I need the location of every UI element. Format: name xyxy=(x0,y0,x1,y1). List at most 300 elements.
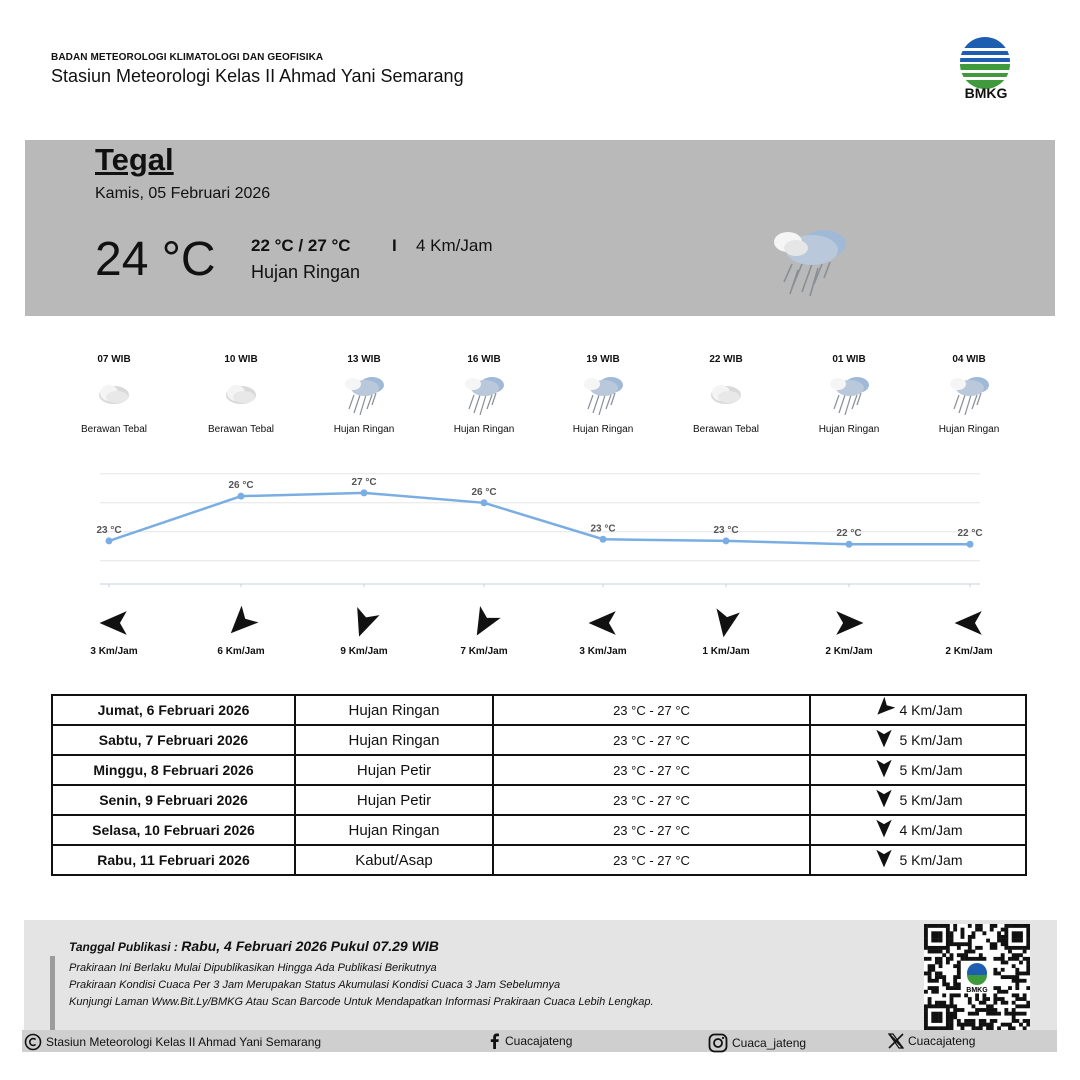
qr-module xyxy=(1012,1001,1016,1005)
qr-module xyxy=(924,1023,928,1027)
qr-module xyxy=(1019,1012,1023,1016)
qr-module xyxy=(968,946,972,950)
hourly-wind-item xyxy=(794,606,904,657)
qr-module xyxy=(1026,957,1030,961)
qr-module xyxy=(979,946,983,950)
qr-module xyxy=(939,931,943,935)
qr-module xyxy=(924,942,928,946)
qr-module xyxy=(1004,931,1008,935)
qr-module xyxy=(1026,939,1030,943)
qr-module xyxy=(957,1008,961,1012)
qr-module xyxy=(972,950,976,954)
qr-module xyxy=(1019,972,1023,976)
qr-module xyxy=(1015,935,1019,939)
hourly-time: 04 WIB xyxy=(952,354,986,365)
hourly-item xyxy=(309,354,419,435)
qr-module xyxy=(1019,1023,1023,1027)
qr-module xyxy=(1001,935,1005,939)
daily-temperature: 23 °C - 27 °C xyxy=(493,785,810,815)
qr-module xyxy=(935,1004,939,1008)
qr-module xyxy=(939,939,943,943)
qr-module xyxy=(946,957,950,961)
qr-module xyxy=(957,986,961,990)
qr-module xyxy=(993,997,997,1001)
qr-module xyxy=(968,1012,972,1016)
qr-module xyxy=(982,997,986,1001)
hourly-condition: Hujan Ringan xyxy=(572,424,634,435)
qr-module xyxy=(939,964,943,968)
qr-module xyxy=(950,939,954,943)
qr-module xyxy=(993,972,997,976)
qr-module xyxy=(1008,986,1012,990)
qr-module xyxy=(928,1001,932,1005)
wind-direction-arrow-icon xyxy=(873,787,895,812)
qr-module xyxy=(997,931,1001,935)
temperature-chart xyxy=(95,462,985,587)
cloud-rain-icon xyxy=(581,373,625,419)
qr-module xyxy=(935,990,939,994)
qr-module xyxy=(950,953,954,957)
qr-module xyxy=(993,942,997,946)
qr-module xyxy=(961,1008,965,1012)
qr-module xyxy=(957,975,961,979)
qr-module xyxy=(1015,1004,1019,1008)
qr-module xyxy=(1015,957,1019,961)
qr-module xyxy=(990,1012,994,1016)
qr-module xyxy=(1004,946,1008,950)
qr-module xyxy=(953,1012,957,1016)
qr-module xyxy=(939,1015,943,1019)
qr-module xyxy=(953,986,957,990)
qr-module xyxy=(982,993,986,997)
qr-module xyxy=(1001,990,1005,994)
qr-module xyxy=(1026,928,1030,932)
qr-module xyxy=(975,1012,979,1016)
qr-module xyxy=(946,986,950,990)
qr-module xyxy=(1015,997,1019,1001)
daily-wind-cell xyxy=(810,845,1026,875)
qr-module xyxy=(1001,942,1005,946)
qr-module xyxy=(997,972,1001,976)
hourly-condition: Berawan Tebal xyxy=(693,424,759,435)
wind-direction-arrow-icon xyxy=(186,606,296,645)
qr-module xyxy=(1015,968,1019,972)
hourly-wind-item xyxy=(429,606,539,657)
qr-code[interactable] xyxy=(924,924,1030,1030)
qr-module xyxy=(968,924,972,928)
qr-module xyxy=(982,1019,986,1023)
temperature-point[interactable] xyxy=(106,537,113,544)
qr-module xyxy=(935,1001,939,1005)
qr-module xyxy=(1004,942,1008,946)
qr-module xyxy=(1012,953,1016,957)
wind-direction-arrow-icon xyxy=(429,606,539,645)
qr-module xyxy=(957,982,961,986)
copyright-icon xyxy=(24,1033,42,1051)
hourly-wind-speed: 2 Km/Jam xyxy=(825,646,873,657)
qr-module xyxy=(953,964,957,968)
qr-module xyxy=(1012,939,1016,943)
qr-module xyxy=(982,1023,986,1027)
qr-module xyxy=(950,935,954,939)
hourly-wind-speed: 9 Km/Jam xyxy=(340,646,388,657)
hourly-time: 07 WIB xyxy=(97,354,131,365)
qr-module xyxy=(1023,924,1027,928)
qr-module xyxy=(1019,939,1023,943)
qr-module xyxy=(1004,1023,1008,1027)
qr-module xyxy=(931,931,935,935)
daily-condition: Kabut/Asap xyxy=(295,845,493,875)
qr-module xyxy=(928,946,932,950)
temperature-point[interactable] xyxy=(600,536,607,543)
daily-wind-cell xyxy=(810,785,1026,815)
qr-module xyxy=(924,990,928,994)
qr-module xyxy=(1012,957,1016,961)
hourly-wind-speed: 7 Km/Jam xyxy=(460,646,508,657)
qr-module xyxy=(942,946,946,950)
temperature-point[interactable] xyxy=(967,541,974,548)
hourly-condition: Berawan Tebal xyxy=(208,424,274,435)
qr-module xyxy=(957,972,961,976)
qr-module xyxy=(993,1001,997,1005)
qr-module xyxy=(1026,1023,1030,1027)
qr-module xyxy=(1023,946,1027,950)
daily-condition: Hujan Petir xyxy=(295,785,493,815)
qr-module xyxy=(972,1023,976,1027)
qr-module xyxy=(1015,972,1019,976)
instagram-icon xyxy=(708,1033,728,1053)
qr-module xyxy=(986,1012,990,1016)
qr-module xyxy=(986,997,990,1001)
qr-module xyxy=(1015,975,1019,979)
facebook-handle: Cuacajateng xyxy=(505,1034,573,1048)
qr-module xyxy=(935,950,939,954)
qr-module xyxy=(950,993,954,997)
qr-module xyxy=(1023,950,1027,954)
qr-module xyxy=(975,957,979,961)
qr-module xyxy=(1015,953,1019,957)
qr-module xyxy=(1023,979,1027,983)
daily-temperature: 23 °C - 27 °C xyxy=(493,725,810,755)
wind-direction-arrow-icon xyxy=(548,606,658,645)
qr-module xyxy=(942,1004,946,1008)
qr-module xyxy=(935,946,939,950)
qr-module xyxy=(1019,931,1023,935)
qr-module xyxy=(957,993,961,997)
qr-module xyxy=(964,957,968,961)
daily-condition: Hujan Ringan xyxy=(295,815,493,845)
daily-row xyxy=(52,725,1026,755)
qr-module xyxy=(953,993,957,997)
hourly-condition: Hujan Ringan xyxy=(938,424,1000,435)
qr-module xyxy=(1012,935,1016,939)
hourly-wind-speed: 3 Km/Jam xyxy=(579,646,627,657)
qr-module xyxy=(1026,1004,1030,1008)
daily-condition: Hujan Ringan xyxy=(295,695,493,725)
instagram-link[interactable] xyxy=(708,1033,806,1053)
qr-module xyxy=(931,986,935,990)
temperature-point[interactable] xyxy=(361,489,368,496)
qr-module xyxy=(946,1004,950,1008)
daily-row xyxy=(52,755,1026,785)
qr-module xyxy=(982,1008,986,1012)
wind-direction-arrow-icon xyxy=(309,606,419,645)
qr-module xyxy=(924,924,928,928)
qr-module xyxy=(1026,972,1030,976)
qr-module xyxy=(1015,986,1019,990)
daily-date: Selasa, 10 Februari 2026 xyxy=(52,815,295,845)
temperature-point[interactable] xyxy=(481,499,488,506)
qr-module xyxy=(928,957,932,961)
hourly-time: 10 WIB xyxy=(224,354,258,365)
qr-module xyxy=(935,1019,939,1023)
qr-module xyxy=(946,942,950,946)
daily-date: Senin, 9 Februari 2026 xyxy=(52,785,295,815)
qr-module xyxy=(990,1019,994,1023)
qr-module xyxy=(993,993,997,997)
current-temperature: 24 °C xyxy=(95,233,216,286)
wind-direction-arrow-icon xyxy=(794,606,904,645)
qr-module xyxy=(946,924,950,928)
x-link[interactable] xyxy=(888,1033,975,1049)
qr-module xyxy=(964,1019,968,1023)
qr-module xyxy=(993,957,997,961)
qr-module xyxy=(1008,957,1012,961)
qr-module xyxy=(968,942,972,946)
note-2: Prakiraan Kondisi Cuaca Per 3 Jam Merupakan Status Akumulasi Kondisi Cuaca 3 Jam Sebelumnya xyxy=(69,979,561,991)
qr-module xyxy=(979,928,983,932)
publication-date xyxy=(69,938,439,954)
temperature-point-label: 22 °C xyxy=(836,528,862,540)
temperature-point[interactable] xyxy=(723,537,730,544)
daily-row xyxy=(52,815,1026,845)
qr-module xyxy=(1019,997,1023,1001)
wind-direction-arrow-icon xyxy=(873,817,895,842)
daily-date: Minggu, 8 Februari 2026 xyxy=(52,755,295,785)
wind-direction-arrow-icon xyxy=(873,697,895,722)
qr-module xyxy=(928,975,932,979)
qr-module xyxy=(990,942,994,946)
qr-module xyxy=(950,931,954,935)
qr-module xyxy=(972,935,976,939)
qr-module xyxy=(931,1015,935,1019)
temperature-point-label: 23 °C xyxy=(590,523,616,535)
qr-module xyxy=(990,1004,994,1008)
qr-module xyxy=(968,1023,972,1027)
qr-module xyxy=(924,1012,928,1016)
daily-wind-speed: 5 Km/Jam xyxy=(899,761,963,778)
bmkg-logo xyxy=(955,34,1017,107)
qr-module xyxy=(939,1019,943,1023)
qr-module xyxy=(1026,935,1030,939)
qr-module xyxy=(1001,961,1005,965)
qr-module xyxy=(939,1012,943,1016)
hourly-wind-item xyxy=(548,606,658,657)
social-bar xyxy=(22,1030,1057,1052)
qr-module xyxy=(946,1012,950,1016)
qr-module xyxy=(924,1015,928,1019)
qr-module xyxy=(1008,1012,1012,1016)
hourly-item xyxy=(59,354,169,435)
qr-module xyxy=(975,924,979,928)
daily-wind-cell xyxy=(810,725,1026,755)
qr-module xyxy=(993,924,997,928)
temperature-point-label: 26 °C xyxy=(471,486,497,498)
qr-module xyxy=(1015,939,1019,943)
qr-module xyxy=(1015,982,1019,986)
hourly-condition: Hujan Ringan xyxy=(453,424,515,435)
qr-module xyxy=(997,986,1001,990)
qr-module xyxy=(1015,993,1019,997)
qr-module xyxy=(953,1008,957,1012)
temperature-point[interactable] xyxy=(238,493,245,500)
qr-module xyxy=(957,1019,961,1023)
qr-module xyxy=(1001,953,1005,957)
daily-condition: Hujan Ringan xyxy=(295,725,493,755)
temperature-point-label: 23 °C xyxy=(96,524,122,536)
qr-module xyxy=(982,931,986,935)
qr-module xyxy=(1001,928,1005,932)
qr-module xyxy=(993,1019,997,1023)
qr-module xyxy=(986,1004,990,1008)
hourly-time: 19 WIB xyxy=(586,354,620,365)
qr-module xyxy=(939,957,943,961)
qr-module xyxy=(953,979,957,983)
qr-module xyxy=(950,1012,954,1016)
qr-module xyxy=(924,935,928,939)
qr-module xyxy=(1015,924,1019,928)
hourly-wind-item xyxy=(186,606,296,657)
qr-module xyxy=(939,972,943,976)
qr-module xyxy=(935,1012,939,1016)
note-1: Prakiraan Ini Berlaku Mulai Dipublikasikan Hingga Ada Publikasi Berikutnya xyxy=(69,962,437,974)
daily-wind-speed: 4 Km/Jam xyxy=(899,821,963,838)
qr-module xyxy=(1008,975,1012,979)
qr-module xyxy=(964,993,968,997)
qr-module xyxy=(953,928,957,932)
qr-module xyxy=(928,986,932,990)
cloud-icon xyxy=(92,373,136,419)
station-name: Stasiun Meteorologi Kelas II Ahmad Yani Semarang xyxy=(51,66,464,86)
qr-module xyxy=(1019,935,1023,939)
x-icon xyxy=(888,1033,904,1049)
qr-module xyxy=(1023,1012,1027,1016)
qr-module xyxy=(1008,946,1012,950)
daily-row xyxy=(52,845,1026,875)
qr-module xyxy=(924,931,928,935)
qr-module xyxy=(1001,1023,1005,1027)
qr-module xyxy=(1004,935,1008,939)
qr-module xyxy=(1026,986,1030,990)
qr-module xyxy=(993,1008,997,1012)
qr-module xyxy=(924,1019,928,1023)
qr-module xyxy=(1012,964,1016,968)
hourly-item xyxy=(794,354,904,435)
qr-module xyxy=(997,935,1001,939)
qr-module xyxy=(979,1001,983,1005)
wind-direction-arrow-icon xyxy=(873,727,895,752)
qr-module xyxy=(1012,1015,1016,1019)
qr-module xyxy=(1023,1019,1027,1023)
qr-module xyxy=(1001,997,1005,1001)
daily-condition: Hujan Petir xyxy=(295,755,493,785)
qr-module xyxy=(931,950,935,954)
daily-temperature: 23 °C - 27 °C xyxy=(493,755,810,785)
qr-module xyxy=(1026,1001,1030,1005)
qr-module xyxy=(931,979,935,983)
qr-module xyxy=(946,946,950,950)
qr-module xyxy=(935,972,939,976)
qr-module xyxy=(1015,1019,1019,1023)
cloud-rain-icon xyxy=(462,373,506,419)
hourly-wind-speed: 6 Km/Jam xyxy=(217,646,265,657)
qr-module xyxy=(939,1004,943,1008)
facebook-link[interactable] xyxy=(489,1033,572,1049)
qr-module xyxy=(942,975,946,979)
current-date: Kamis, 05 Februari 2026 xyxy=(95,185,271,202)
qr-module xyxy=(979,1023,983,1027)
qr-module xyxy=(1004,990,1008,994)
daily-row xyxy=(52,695,1026,725)
publication-label: Tanggal Publikasi : xyxy=(69,940,178,954)
daily-forecast-table xyxy=(51,694,1027,876)
qr-module xyxy=(961,931,965,935)
qr-module xyxy=(1012,924,1016,928)
qr-module xyxy=(942,953,946,957)
qr-module xyxy=(1019,1004,1023,1008)
qr-module xyxy=(935,931,939,935)
logo-text: BMKG xyxy=(964,85,1008,101)
qr-module xyxy=(946,1015,950,1019)
qr-module xyxy=(979,924,983,928)
qr-module xyxy=(975,993,979,997)
qr-module xyxy=(957,953,961,957)
qr-module xyxy=(935,924,939,928)
qr-module xyxy=(986,939,990,943)
qr-module xyxy=(964,942,968,946)
qr-module xyxy=(1026,946,1030,950)
qr-module xyxy=(950,957,954,961)
qr-module xyxy=(975,997,979,1001)
qr-module xyxy=(924,939,928,943)
qr-module xyxy=(964,950,968,954)
qr-module xyxy=(946,1019,950,1023)
daily-wind-cell xyxy=(810,695,1026,725)
qr-module xyxy=(1026,961,1030,965)
temperature-point[interactable] xyxy=(846,541,853,548)
hourly-item xyxy=(186,354,296,435)
qr-module xyxy=(931,964,935,968)
qr-module xyxy=(957,942,961,946)
qr-module xyxy=(946,982,950,986)
daily-wind-speed: 5 Km/Jam xyxy=(899,791,963,808)
hourly-time: 01 WIB xyxy=(832,354,866,365)
qr-module xyxy=(986,1008,990,1012)
qr-module xyxy=(979,1019,983,1023)
qr-module xyxy=(1023,957,1027,961)
copyright xyxy=(24,1033,321,1051)
qr-module xyxy=(928,979,932,983)
qr-module xyxy=(1026,968,1030,972)
daily-wind-cell xyxy=(810,755,1026,785)
qr-module xyxy=(924,928,928,932)
qr-module xyxy=(928,950,932,954)
hourly-time: 22 WIB xyxy=(709,354,743,365)
qr-module xyxy=(935,1015,939,1019)
qr-module xyxy=(931,968,935,972)
qr-module xyxy=(1023,1004,1027,1008)
qr-module xyxy=(972,957,976,961)
